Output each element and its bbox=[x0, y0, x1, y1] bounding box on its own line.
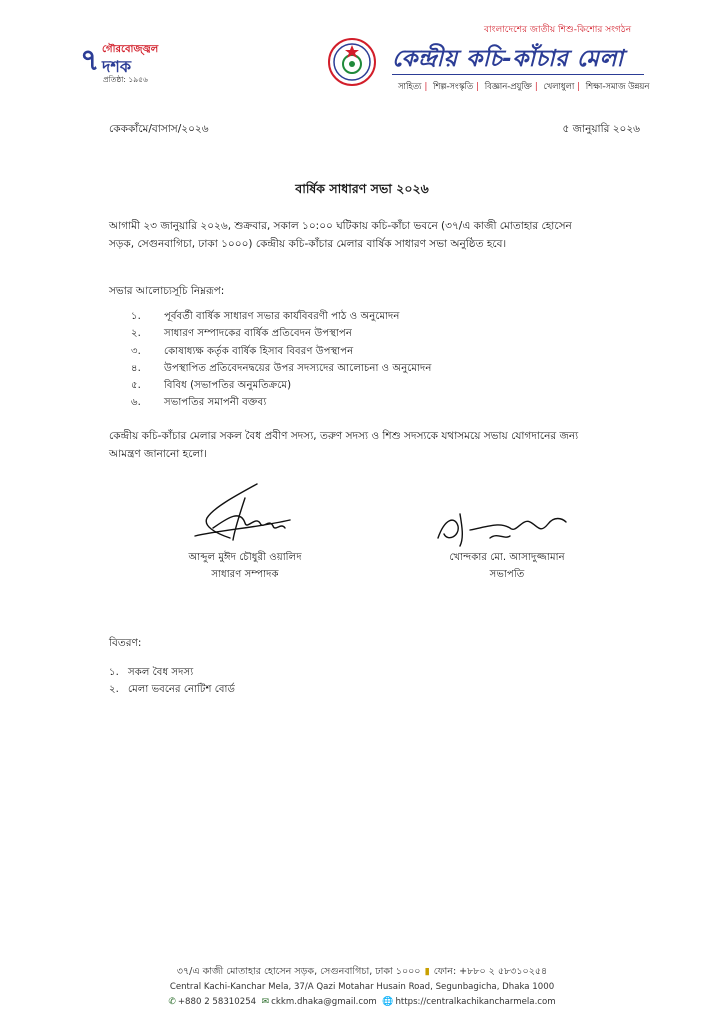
intro-line: আগামী ২৩ জানুয়ারি ২০২৬, শুক্রবার, সকাল ১০:০০ ঘটিকায় কচি-কাঁচা ভবনে (৩৭/এ কাজী মোতাহার হোসেন bbox=[109, 220, 572, 232]
agenda-item: ৬. সভাপতির সমাপনী বক্তব্য bbox=[131, 397, 267, 409]
agenda-item: ৫. বিবিধ (সভাপতির অনুমতিক্রমে) bbox=[131, 380, 292, 392]
footer-bangla: ৩৭/এ কাজী মোতাহার হোসেন সড়ক, সেগুনবাগিচা, ঢাকা ১০০০ ▮ ফোন: +৮৮০ ২ ৫৮৩১০২৫৪ bbox=[176, 966, 548, 977]
notice-title: বার্ষিক সাধারণ সভা ২০২৬ bbox=[295, 181, 429, 196]
distribution-list bbox=[109, 664, 235, 699]
memo-reference: কেককাঁমে/বাসাস/২০২৬ bbox=[109, 123, 209, 135]
signature-block-secretary bbox=[150, 549, 340, 583]
email-icon: ✉ bbox=[261, 997, 270, 1007]
intro-line: সড়ক, সেগুনবাগিচা, ঢাকা ১০০০) কেন্দ্রীয় কচি-কাঁচার মেলার বার্ষিক সাধারণ সভা অনুষ্ঠিত হবে। bbox=[109, 238, 507, 250]
badge-top-line: গৌরবোজ্জ্বল bbox=[102, 44, 159, 55]
header-divider bbox=[392, 74, 644, 75]
subject-science-tech: বিজ্ঞান-প্রযুক্তি bbox=[484, 81, 532, 91]
globe-icon: 🌐 bbox=[382, 997, 394, 1007]
agenda-item: ৪. উপস্থাপিত প্রতিবেদনদ্বয়ের উপর সদস্যদের আলোচনা ও অনুমোদন bbox=[131, 362, 432, 374]
invitation-paragraph bbox=[109, 427, 649, 463]
badge-mid-line: দশক bbox=[102, 57, 132, 76]
org-subjects: সাহিত্য | শিল্প-সংস্কৃতি | বিজ্ঞান-প্রযুক্তি | খেলাধুলা | শিক্ষা-সমাজ উন্নয়ন bbox=[398, 81, 650, 91]
footer-phone-bn: ফোন: +৮৮০ ২ ৫৮৩১০২৫৪ bbox=[433, 966, 548, 977]
invitation-line: আমন্ত্রণ জানানো হলো। bbox=[109, 448, 208, 460]
footer-contacts bbox=[0, 997, 724, 1007]
president-signature-icon bbox=[430, 508, 570, 550]
agenda-item: ৩. কোষাধ্যক্ষ কর্তৃক বার্ষিক হিসাব বিবরণ উপস্থাপন bbox=[131, 345, 354, 357]
badge-digit: ৭ bbox=[80, 43, 100, 78]
subject-sports: খেলাধুলা bbox=[543, 81, 575, 91]
anniversary-badge bbox=[80, 42, 190, 92]
agenda-item: ২. সাধারণ সম্পাদকের বার্ষিক প্রতিবেদন উপস্থাপন bbox=[131, 328, 352, 340]
org-emblem-icon bbox=[327, 37, 377, 87]
phone-icon: ✆ bbox=[168, 997, 176, 1007]
signature-block-president bbox=[412, 549, 602, 583]
org-name: কেন্দ্রীয় কচি-কাঁচার মেলা bbox=[392, 46, 624, 72]
secretary-role: সাধারণ সম্পাদক bbox=[211, 569, 279, 580]
secretary-name: আব্দুল মুঈদ চৌধুরী ওয়ালিদ bbox=[188, 552, 302, 563]
secretary-signature-icon bbox=[185, 478, 295, 550]
president-role: সভাপতি bbox=[489, 569, 525, 580]
footer-address-bn: ৩৭/এ কাজী মোতাহার হোসেন সড়ক, সেগুনবাগিচা, ঢাকা ১০০০ bbox=[176, 966, 421, 977]
intro-paragraph bbox=[109, 217, 649, 253]
invitation-line: কেন্দ্রীয় কচি-কাঁচার মেলার সকল বৈধ প্রবীণ সদস্য, তরুণ সদস্য ও শিশু সদস্যকে যথাসময়ে সভায় যোগদানের জন্য bbox=[109, 430, 579, 442]
distribution-item: ২. মেলা ভবনের নোটিশ বোর্ড bbox=[109, 684, 236, 696]
subject-education-society: শিক্ষা-সমাজ উন্নয়ন bbox=[585, 81, 650, 91]
badge-founded: প্রতিষ্ঠা: ১৯৫৬ bbox=[103, 75, 148, 84]
subject-literature: সাহিত্য bbox=[398, 81, 422, 91]
footer-address-en: Central Kachi-Kanchar Mela, 37/A Qazi Motahar Husain Road, Segunbagicha, Dhaka 1000 bbox=[169, 982, 555, 992]
distribution-item: ১. সকল বৈধ সদস্য bbox=[109, 667, 194, 678]
agenda-item: ১. পূর্ববর্তী বার্ষিক সাধারণ সভার কার্যবিবরণী পাঠ ও অনুমোদন bbox=[131, 311, 400, 322]
footer-website[interactable]: https://centralkachikancharmela.com bbox=[395, 997, 556, 1007]
distribution-heading: বিতরণ: bbox=[109, 637, 142, 649]
org-tagline: বাংলাদেশের জাতীয় শিশু-কিশোর সংগঠন bbox=[484, 25, 632, 35]
memo-date: ৫ জানুয়ারি ২০২৬ bbox=[562, 123, 640, 135]
agenda-heading: সভার আলোচ্যসূচি নিম্নরূপ: bbox=[109, 285, 225, 297]
president-name: খোন্দকার মো. আসাদুজ্জামান bbox=[449, 552, 565, 563]
footer-email[interactable]: ckkm.dhaka@gmail.com bbox=[271, 997, 377, 1007]
agenda-list bbox=[131, 308, 431, 412]
subject-arts-culture: শিল্প-সংস্কৃতি bbox=[432, 81, 474, 91]
footer-phone-en: +880 2 58310254 bbox=[177, 997, 257, 1007]
